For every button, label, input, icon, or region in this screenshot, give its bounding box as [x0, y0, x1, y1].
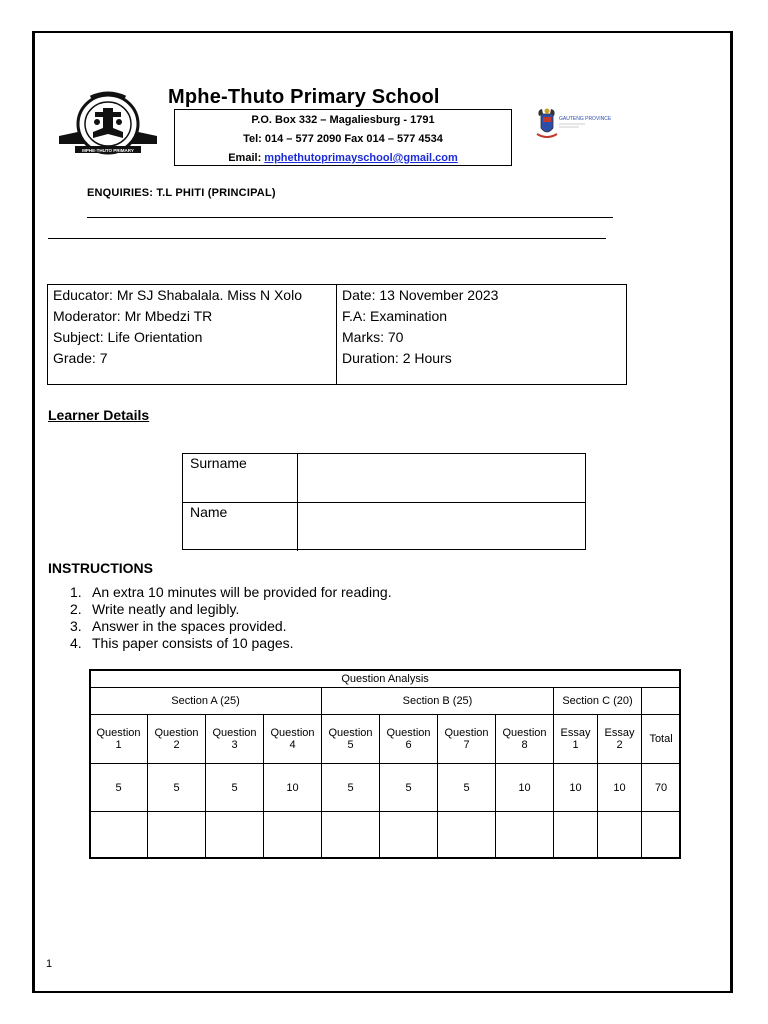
column-header: Question 3	[206, 715, 264, 764]
instructions-list	[70, 584, 392, 652]
column-header: Total	[642, 715, 681, 764]
grade: Grade: 7	[53, 350, 108, 366]
instructions-title: INSTRUCTIONS	[48, 560, 153, 576]
table-row	[90, 763, 681, 812]
marks-cell: 70	[642, 763, 681, 812]
surname-field[interactable]	[298, 454, 585, 502]
email-label: Email:	[228, 152, 262, 164]
learner-mark-cell[interactable]	[554, 812, 598, 859]
subject: Subject: Life Orientation	[53, 329, 203, 345]
blank-cell	[642, 688, 681, 715]
exam-date: Date: 13 November 2023	[342, 287, 499, 303]
school-logo-icon	[57, 92, 159, 156]
question-analysis-title: Question Analysis	[90, 670, 681, 688]
crest-text: GAUTENG PROVINCE	[559, 116, 612, 122]
section-b-header: Section B (25)	[322, 688, 554, 715]
divider-line	[87, 217, 613, 218]
exam-info-table	[47, 284, 627, 385]
column-header: Question 7	[438, 715, 496, 764]
column-header: Question 2	[148, 715, 206, 764]
learner-mark-cell[interactable]	[496, 812, 554, 859]
learner-mark-cell[interactable]	[148, 812, 206, 859]
list-item: 3. Answer in the spaces provided.	[70, 618, 287, 634]
column-header: Question 8	[496, 715, 554, 764]
total-marks: Marks: 70	[342, 329, 404, 345]
list-item: 1. An extra 10 minutes will be provided for reading.	[70, 584, 392, 600]
name-label: Name	[183, 503, 298, 551]
learner-mark-cell[interactable]	[90, 812, 148, 859]
po-box: P.O. Box 332 – Magaliesburg - 1791	[251, 114, 435, 126]
page-number: 1	[46, 958, 53, 970]
contact-box	[174, 109, 512, 166]
section-a-header: Section A (25)	[90, 688, 322, 715]
learner-mark-cell[interactable]	[598, 812, 642, 859]
moderator: Moderator: Mr Mbedzi TR	[53, 308, 213, 324]
divider-line	[48, 238, 606, 239]
gauteng-crest-icon	[533, 106, 612, 144]
instruction-text: An extra 10 minutes will be provided for reading.	[92, 584, 392, 600]
instruction-text: Write neatly and legibly.	[92, 601, 240, 617]
school-name: Mphe-Thuto Primary School	[168, 86, 440, 108]
name-field[interactable]	[298, 503, 585, 551]
marks-cell: 10	[598, 763, 642, 812]
email-link[interactable]: mphethutoprimayschool@gmail.com	[264, 152, 458, 164]
logo-text: MPHE-THUTO PRIMARY	[82, 148, 134, 153]
tel-fax: Tel: 014 – 577 2090 Fax 014 – 577 4534	[243, 133, 443, 145]
learner-details-table	[182, 453, 586, 550]
enquiries-line: ENQUIRIES: T.L PHITI (PRINCIPAL)	[87, 187, 276, 199]
column-header: Question 4	[264, 715, 322, 764]
name-row	[183, 502, 585, 551]
learner-mark-cell[interactable]	[642, 812, 681, 859]
surname-label: Surname	[183, 454, 298, 502]
column-header: Essay 1	[554, 715, 598, 764]
surname-row	[183, 454, 585, 502]
learner-mark-cell[interactable]	[380, 812, 438, 859]
email-line	[175, 149, 511, 168]
learner-mark-cell[interactable]	[322, 812, 380, 859]
marks-cell: 10	[554, 763, 598, 812]
learner-details-title: Learner Details	[48, 407, 150, 423]
learner-mark-cell[interactable]	[438, 812, 496, 859]
instruction-text: This paper consists of 10 pages.	[92, 635, 294, 651]
list-item: 4. This paper consists of 10 pages.	[70, 635, 294, 651]
marks-cell: 5	[148, 763, 206, 812]
exam-info-left	[48, 285, 337, 384]
marks-cell: 5	[206, 763, 264, 812]
marks-cell: 5	[380, 763, 438, 812]
marks-cell: 10	[496, 763, 554, 812]
educator: Educator: Mr SJ Shabalala. Miss N Xolo	[53, 287, 302, 303]
column-header: Essay 2	[598, 715, 642, 764]
marks-cell: 5	[90, 763, 148, 812]
question-analysis-table	[89, 669, 681, 859]
marks-cell: 10	[264, 763, 322, 812]
section-c-header: Section C (20)	[554, 688, 642, 715]
learner-mark-cell[interactable]	[264, 812, 322, 859]
duration: Duration: 2 Hours	[342, 350, 452, 366]
exam-info-right	[337, 285, 626, 384]
learner-mark-cell[interactable]	[206, 812, 264, 859]
column-header: Question 1	[90, 715, 148, 764]
table-row	[90, 812, 681, 859]
list-item: 2. Write neatly and legibly.	[70, 601, 240, 617]
assessment-type: F.A: Examination	[342, 308, 448, 324]
marks-cell: 5	[438, 763, 496, 812]
marks-cell: 5	[322, 763, 380, 812]
instruction-text: Answer in the spaces provided.	[92, 618, 287, 634]
column-header: Question 5	[322, 715, 380, 764]
column-header: Question 6	[380, 715, 438, 764]
